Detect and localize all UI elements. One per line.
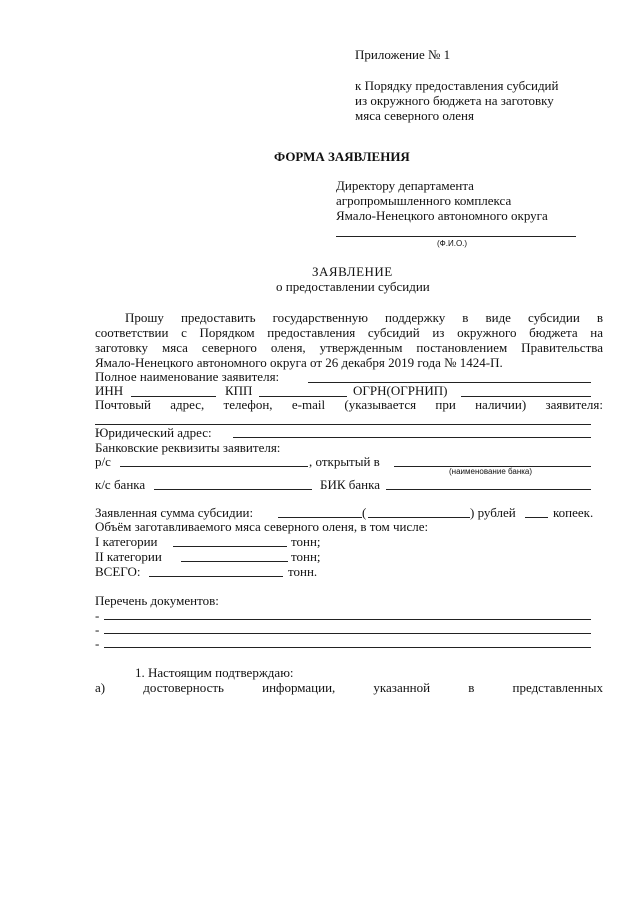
bik-label: БИК банка [320,477,381,492]
request-paragraph-line4: Ямало-Ненецкого автономного округа от 26 декабря 2019 года № 1424-П. [95,355,503,370]
appendix-reference-line1: к Порядку предоставления субсидий [355,78,559,93]
fio-line [336,236,576,237]
bank-details-label: Банковские реквизиты заявителя: [95,440,281,455]
request-paragraph-line3: заготовку мяса северного оленя, утвержденным постановлением Правительства [95,340,603,355]
claimed-sum-label: Заявленная сумма субсидии: [95,505,254,520]
category1-field[interactable] [173,546,287,547]
category2-label: II категории [95,549,162,564]
ogrn-label: ОГРН(ОГРНИП) [353,383,448,398]
legal-address-field[interactable] [233,437,591,438]
confirm-item-a-word5: представленных [512,680,603,695]
confirm-item-a-word1: достоверность [143,680,224,695]
volume-label: Объём заготавливаемого мяса северного оленя, в том числе: [95,519,429,534]
total-field[interactable] [149,576,283,577]
document-field-1[interactable] [104,619,591,620]
category2-unit: тонн; [291,549,321,564]
kopecks-label: копеек. [553,505,594,520]
appendix-number: Приложение № 1 [355,47,451,62]
ks-label: к/с банка [95,477,146,492]
statement-title: ЗАЯВЛЕНИЕ [312,264,393,279]
document-dash-2: - [95,622,100,637]
opened-in-label: , открытый в [309,454,380,469]
bank-name-caption: (наименование банка) [449,467,533,476]
full-name-label: Полное наименование заявителя: [95,369,280,384]
form-title: ФОРМА ЗАЯВЛЕНИЯ [274,149,410,164]
addressee-line3: Ямало-Ненецкого автономного округа [336,208,548,223]
request-paragraph-line1: Прошу предоставить государственную поддержку в виде субсидии в [125,310,603,325]
document-field-2[interactable] [104,633,591,634]
confirm-item-a-word4: в [468,680,475,695]
postal-address-label: Почтовый адрес, телефон, e-mail (указывается при наличии) заявителя: [95,397,603,412]
appendix-reference-line2: из окружного бюджета на заготовку [355,93,554,108]
category1-unit: тонн; [291,534,321,549]
document-field-3[interactable] [104,647,591,648]
total-unit: тонн. [288,564,318,579]
rs-field[interactable] [120,466,308,467]
claimed-sum-field[interactable] [278,517,362,518]
category1-label: I категории [95,534,158,549]
confirm-item-a-marker: а) [95,680,106,695]
document-dash-1: - [95,608,100,623]
documents-title: Перечень документов: [95,593,219,608]
fio-caption: (Ф.И.О.) [437,239,468,248]
category2-field[interactable] [181,561,288,562]
addressee-line1: Директору департамента [336,178,474,193]
claimed-sum-words-field[interactable] [368,517,470,518]
confirm-item-a-word3: указанной [373,680,431,695]
rubles-label: ) рублей [470,505,516,520]
total-label: ВСЕГО: [95,564,141,579]
request-paragraph-line2: соответствии с Порядком предоставления субсидий из окружного бюджета на [95,325,603,340]
legal-address-label: Юридический адрес: [95,425,212,440]
statement-subtitle: о предоставлении субсидии [276,279,430,294]
rs-label: р/с [95,454,111,469]
full-name-field[interactable] [308,382,591,383]
kpp-label: КПП [225,383,253,398]
confirm-item-a [95,680,603,695]
document-dash-3: - [95,636,100,651]
ks-field[interactable] [154,489,312,490]
confirm-heading: 1. Настоящим подтверждаю: [135,665,294,680]
bik-field[interactable] [386,489,591,490]
appendix-reference-line3: мяса северного оленя [355,108,474,123]
addressee-line2: агропромышленного комплекса [336,193,512,208]
kopecks-field[interactable] [525,517,548,518]
confirm-item-a-word2: информации, [262,680,336,695]
inn-label: ИНН [95,383,124,398]
paren-open: ( [362,505,367,520]
